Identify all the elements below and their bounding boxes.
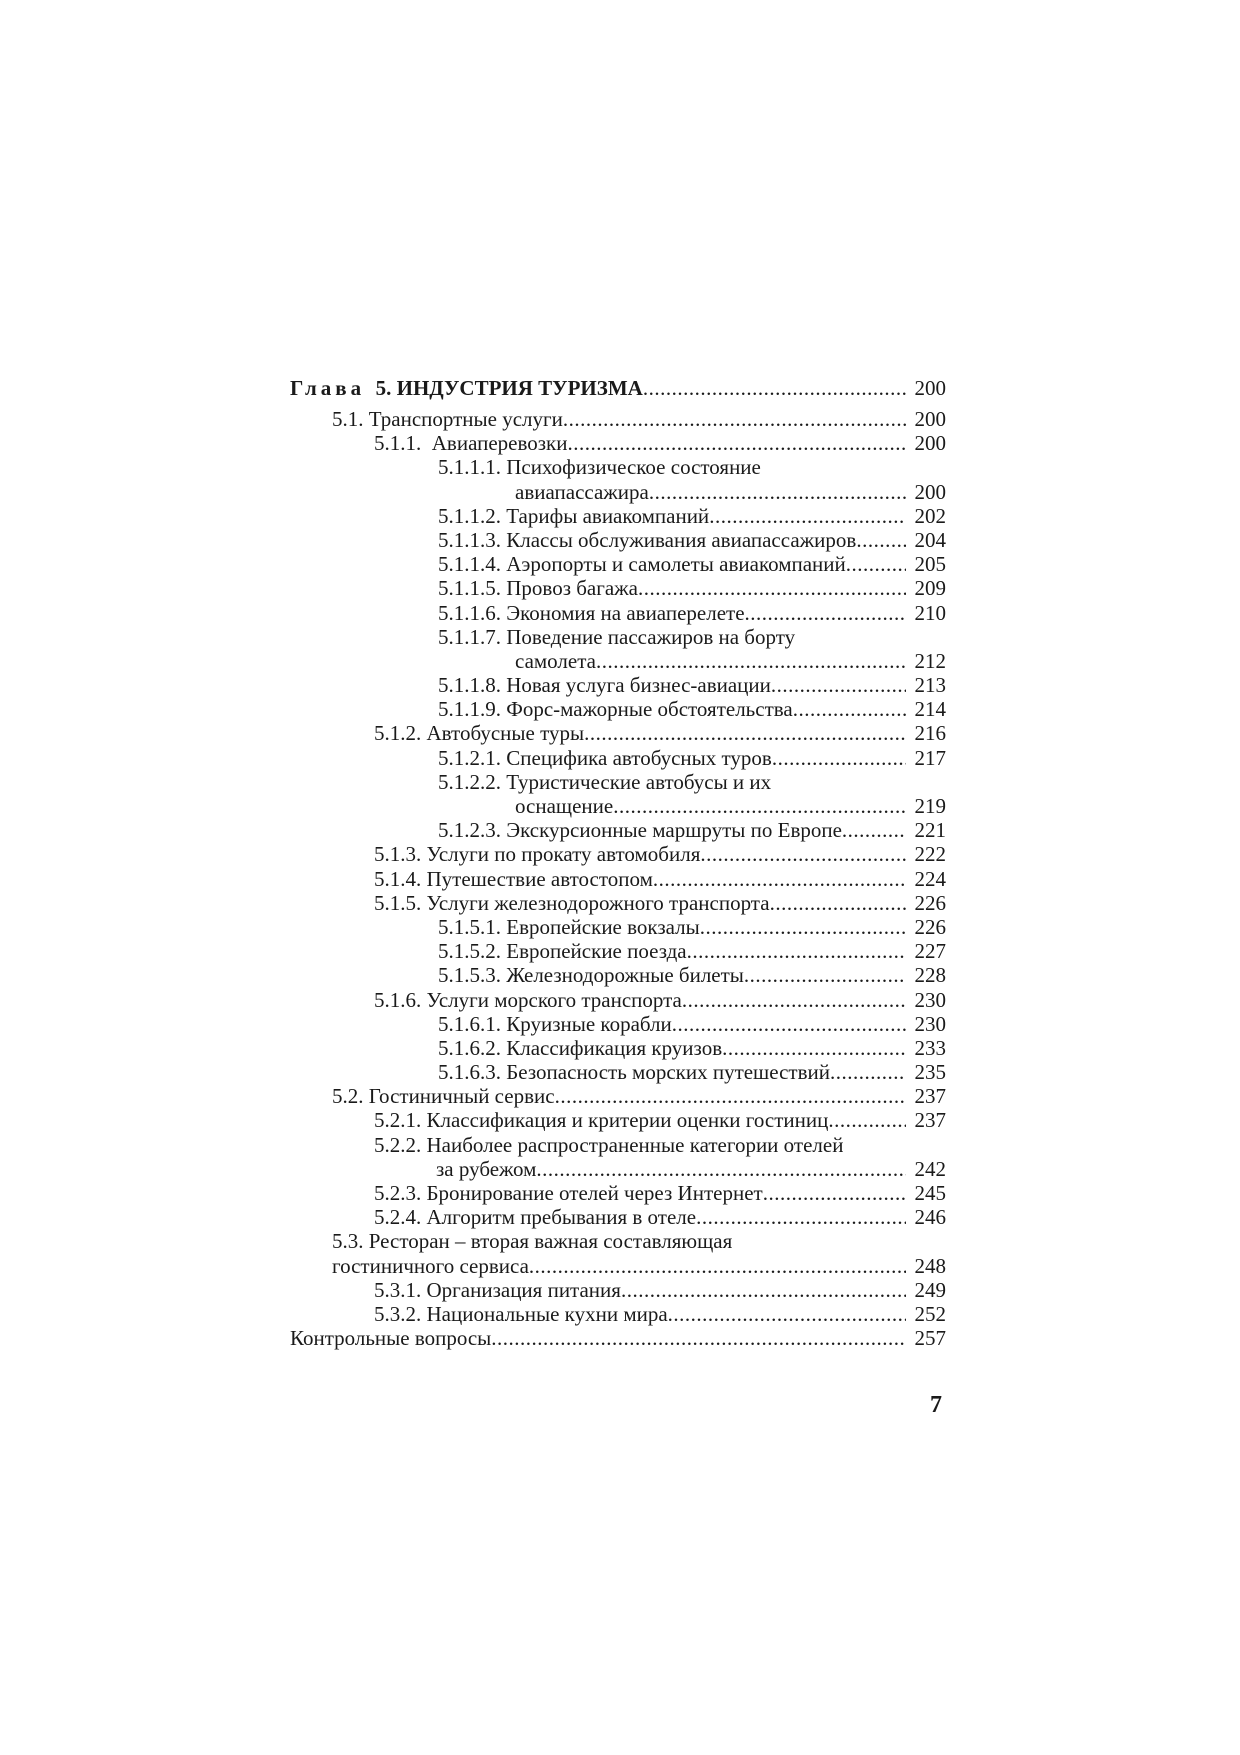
page-number: 257 xyxy=(914,1326,946,1351)
entry-number: 5.1.1.2. xyxy=(438,503,501,528)
toc-entry[interactable] xyxy=(290,1108,946,1132)
toc-entry-continuation[interactable] xyxy=(290,1157,946,1181)
entry-number: 5.1.5.2. xyxy=(438,939,501,964)
toc-entry[interactable] xyxy=(290,1181,946,1205)
entry-title: Ресторан – вторая важная составляющая xyxy=(368,1229,733,1254)
page-number: 200 xyxy=(914,431,946,456)
page-number: 214 xyxy=(914,697,946,722)
toc-entry[interactable] xyxy=(290,915,946,939)
entry-number: 5.3.1. xyxy=(374,1277,422,1302)
page-number: 204 xyxy=(914,527,946,552)
entry-title: Транспортные услуги xyxy=(368,407,563,431)
dot-leader xyxy=(700,915,906,939)
page-number: 230 xyxy=(914,1011,946,1036)
dot-leader xyxy=(828,1108,906,1132)
page-number: 242 xyxy=(914,1156,946,1181)
entry-number: 5.1.1.5. xyxy=(438,576,501,601)
entry-title: Классы обслуживания авиапассажиров xyxy=(506,527,857,552)
dot-leader xyxy=(846,552,906,576)
entry-title: Новая услуга бизнес-авиации xyxy=(506,673,771,698)
page-number: 226 xyxy=(914,914,946,939)
entry-title-continuation: за рубежом xyxy=(436,1156,537,1181)
toc-entry[interactable] xyxy=(290,891,946,915)
entry-number: 5.2. xyxy=(332,1084,364,1109)
toc-entry[interactable] xyxy=(290,1084,946,1108)
page-number: 200 xyxy=(914,479,946,504)
entry-title: Туристические автобусы и их xyxy=(506,769,772,794)
toc-entry[interactable] xyxy=(290,552,946,576)
chapter-title: ИНДУСТРИЯ ТУРИЗМА xyxy=(396,376,643,400)
entry-title: Круизные корабли xyxy=(506,1011,672,1036)
entry-number: 5.3.2. xyxy=(374,1301,422,1326)
entry-title: Гостиничный сервис xyxy=(368,1084,555,1109)
page-number: 228 xyxy=(914,963,946,988)
page-number: 200 xyxy=(914,407,946,431)
dot-leader xyxy=(555,1084,906,1108)
toc-entry-continuation[interactable] xyxy=(290,1254,946,1278)
dot-leader xyxy=(638,576,906,600)
toc-entry-continuation[interactable] xyxy=(290,794,946,818)
dot-leader xyxy=(772,746,906,770)
dot-leader xyxy=(653,867,906,891)
dot-leader xyxy=(491,1326,906,1350)
toc-entry[interactable] xyxy=(290,625,946,649)
toc-entry[interactable] xyxy=(290,963,946,987)
entry-title: Поведение пассажиров на борту xyxy=(506,624,796,649)
toc-entry[interactable] xyxy=(290,818,946,842)
entry-number: 5.1.1.8. xyxy=(438,673,501,698)
chapter-number: 5. xyxy=(375,376,392,400)
toc-entry[interactable] xyxy=(290,576,946,600)
entry-number: 5.1.6.2. xyxy=(438,1035,501,1060)
dot-leader xyxy=(668,1302,906,1326)
page-number: 212 xyxy=(914,648,946,673)
toc-entry-continuation[interactable] xyxy=(290,480,946,504)
entry-title: Классификация и критерии оценки гостиниц xyxy=(426,1108,829,1133)
entry-number: 5.1.6.3. xyxy=(438,1060,501,1085)
entry-title: Форс-мажорные обстоятельства xyxy=(506,697,793,722)
entry-number: 5.1.1.1. xyxy=(438,455,501,480)
toc-entry[interactable] xyxy=(290,721,946,745)
toc-entry[interactable] xyxy=(290,1205,946,1229)
page-number: 221 xyxy=(914,818,946,843)
toc-entry[interactable] xyxy=(290,601,946,625)
page-number: 219 xyxy=(914,794,946,818)
page-number: 205 xyxy=(914,552,946,577)
dot-leader xyxy=(856,528,906,552)
toc-entry[interactable] xyxy=(290,1278,946,1302)
page-number: 245 xyxy=(914,1181,946,1205)
toc-entry[interactable] xyxy=(290,1060,946,1084)
page-number: 233 xyxy=(914,1035,946,1060)
entry-number: 5.1.5. xyxy=(374,890,422,915)
entry-number: 5.2.1. xyxy=(374,1108,422,1133)
dot-leader xyxy=(830,1060,906,1084)
page-number: 222 xyxy=(914,842,946,867)
entry-title: Специфика автобусных туров xyxy=(506,745,772,770)
entry-title-continuation: самолета xyxy=(515,648,596,673)
dot-leader xyxy=(672,1012,906,1036)
entry-number: 5.3. xyxy=(332,1229,364,1254)
toc-entry[interactable] xyxy=(290,770,946,794)
page-number: 224 xyxy=(914,866,946,891)
dot-leader xyxy=(793,697,906,721)
dot-leader xyxy=(745,601,906,625)
entry-title: Услуги морского транспорта xyxy=(426,987,682,1012)
page-number: 226 xyxy=(914,890,946,915)
entry-number: 5.1.1.6. xyxy=(438,600,501,625)
entry-title: Национальные кухни мира xyxy=(426,1301,668,1326)
toc-entry[interactable] xyxy=(290,746,946,770)
entry-title-continuation: гостиничного сервиса xyxy=(332,1253,529,1278)
toc-entry[interactable] xyxy=(290,697,946,721)
toc-chapter-heading[interactable] xyxy=(290,369,946,407)
page-number: 235 xyxy=(914,1060,946,1085)
entry-title: Европейские поезда xyxy=(506,939,687,964)
entry-title: Классификация круизов xyxy=(506,1035,723,1060)
chapter-heading-text xyxy=(290,369,643,407)
dot-leader xyxy=(842,818,906,842)
entry-title-continuation: авиапассажира xyxy=(515,479,649,504)
chapter-label: Глава xyxy=(290,376,366,400)
entry-number: 5.1. xyxy=(332,407,364,431)
page-number: 237 xyxy=(914,1084,946,1109)
entry-title: Контрольные вопросы xyxy=(290,1326,492,1351)
entry-title-continuation: оснащение xyxy=(515,794,614,818)
entry-title: Психофизическое состояние xyxy=(506,455,761,480)
dot-leader xyxy=(687,939,906,963)
entry-title: Железнодорожные билеты xyxy=(506,963,744,988)
entry-number: 5.1.2. xyxy=(374,721,422,746)
dot-leader xyxy=(682,988,906,1012)
entry-title: Безопасность морских путешествий xyxy=(506,1060,830,1085)
table-of-contents xyxy=(290,369,946,1350)
dot-leader xyxy=(763,1181,906,1205)
entry-number: 5.1.5.3. xyxy=(438,963,501,988)
entry-number: 5.1.1.3. xyxy=(438,527,501,552)
page-number: 213 xyxy=(914,673,946,698)
page-number: 237 xyxy=(914,1108,946,1133)
toc-entry[interactable] xyxy=(290,1133,946,1157)
entry-number: 5.1.1.7. xyxy=(438,624,501,649)
entry-title: Экономия на авиаперелете xyxy=(506,600,745,625)
dot-leader xyxy=(744,963,906,987)
dot-leader xyxy=(709,504,906,528)
page-number: 252 xyxy=(914,1301,946,1326)
toc-entry[interactable] xyxy=(290,455,946,479)
folio-page-number: 7 xyxy=(930,1392,942,1418)
page-number: 217 xyxy=(914,745,946,770)
page-number: 209 xyxy=(914,576,946,601)
entry-number: 5.1.2.3. xyxy=(438,818,501,843)
page-number: 246 xyxy=(914,1205,946,1230)
entry-number: 5.1.6.1. xyxy=(438,1011,501,1036)
toc-entry-continuation[interactable] xyxy=(290,649,946,673)
entry-title: Тарифы авиакомпаний xyxy=(506,503,710,528)
dot-leader xyxy=(696,1205,906,1229)
toc-entry[interactable] xyxy=(290,504,946,528)
entry-title: Аэропорты и самолеты авиакомпаний xyxy=(506,552,846,577)
toc-entry[interactable] xyxy=(290,1012,946,1036)
toc-entry[interactable] xyxy=(290,842,946,866)
toc-entry[interactable] xyxy=(290,528,946,552)
toc-entry[interactable] xyxy=(290,988,946,1012)
entry-number: 5.1.6. xyxy=(374,987,422,1012)
toc-entry[interactable] xyxy=(290,1036,946,1060)
dot-leader xyxy=(770,891,906,915)
page-number: 227 xyxy=(914,939,946,964)
toc-entry[interactable] xyxy=(290,407,946,431)
page-number: 216 xyxy=(914,721,946,746)
entry-title: Европейские вокзалы xyxy=(506,914,700,939)
toc-entry[interactable] xyxy=(290,1326,946,1350)
entry-title: Путешествие автостопом xyxy=(426,866,653,891)
dot-leader xyxy=(568,431,906,455)
entry-number: 5.2.4. xyxy=(374,1205,422,1230)
page-number: 210 xyxy=(914,600,946,625)
dot-leader xyxy=(596,649,906,673)
entry-number: 5.1.1. xyxy=(374,431,422,456)
entry-number: 5.1.1.4. xyxy=(438,552,501,577)
entry-number: 5.1.1.9. xyxy=(438,697,501,722)
dot-leader xyxy=(563,407,906,431)
toc-entry[interactable] xyxy=(290,431,946,455)
entry-number: 5.1.2.2. xyxy=(438,769,501,794)
dot-leader xyxy=(621,1278,906,1302)
dot-leader xyxy=(722,1036,906,1060)
page-number: 248 xyxy=(914,1253,946,1278)
dot-leader xyxy=(613,794,906,818)
dot-leader xyxy=(700,842,906,866)
toc-entry[interactable] xyxy=(290,673,946,697)
entry-title: Организация питания xyxy=(426,1277,621,1302)
entry-number: 5.2.2. xyxy=(374,1132,422,1157)
entry-title: Услуги железнодорожного транспорта xyxy=(426,890,770,915)
entry-title: Бронирование отелей через Интернет xyxy=(426,1181,763,1205)
entry-title: Автобусные туры xyxy=(426,721,585,746)
dot-leader xyxy=(771,673,906,697)
toc-entry[interactable] xyxy=(290,939,946,963)
page-number: 202 xyxy=(914,503,946,528)
page-number: 230 xyxy=(914,987,946,1012)
entry-title: Наиболее распространенные категории отелей xyxy=(426,1132,844,1157)
entry-title: Авиаперевозки xyxy=(431,431,568,456)
dot-leader xyxy=(649,480,906,504)
toc-entry[interactable] xyxy=(290,1302,946,1326)
page-number: 249 xyxy=(914,1277,946,1302)
entry-number: 5.1.2.1. xyxy=(438,745,501,770)
entry-title: Услуги по прокату автомобиля xyxy=(426,842,701,867)
dot-leader xyxy=(584,721,906,745)
entry-number: 5.1.5.1. xyxy=(438,914,501,939)
toc-entry[interactable] xyxy=(290,1229,946,1253)
entry-number: 5.1.4. xyxy=(374,866,422,891)
toc-entry[interactable] xyxy=(290,867,946,891)
dot-leader xyxy=(536,1157,906,1181)
page-number: 200 xyxy=(914,376,946,400)
dot-leader xyxy=(529,1254,906,1278)
entry-title: Экскурсионные маршруты по Европе xyxy=(506,818,842,843)
entry-number: 5.2.3. xyxy=(374,1181,422,1205)
entry-title: Провоз багажа xyxy=(506,576,639,601)
entry-title: Алгоритм пребывания в отеле xyxy=(426,1205,697,1230)
dot-leader xyxy=(643,369,906,407)
entry-number: 5.1.3. xyxy=(374,842,422,867)
